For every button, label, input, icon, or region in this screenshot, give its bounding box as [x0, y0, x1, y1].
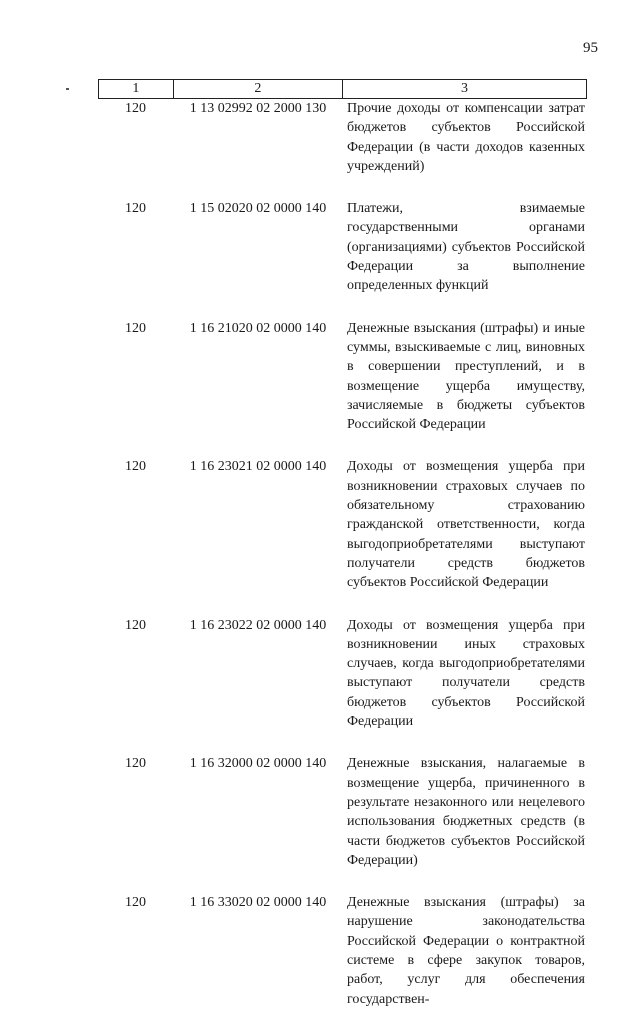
table-header-row [98, 79, 587, 99]
table-row [98, 99, 587, 176]
header-col-1: 1 [99, 80, 174, 98]
revenue-name-cell: Денежные взыскания, налагаемые в возмещение ущерба, причиненного в результате незаконного или нецелевого использования бюджетных средств (в части бюджетов субъектов Российской Федерации) [347, 756, 585, 868]
revenue-codes-table [98, 79, 587, 1009]
budget-classification-code-cell: 1 13 02992 02 2000 130 [189, 101, 327, 116]
table-row [98, 457, 587, 592]
budget-classification-code-cell: 1 16 33020 02 0000 140 [189, 895, 327, 911]
table-row [98, 754, 587, 870]
table-row [98, 616, 587, 732]
admin-code-cell: 120 [125, 617, 146, 633]
table-row [98, 319, 587, 435]
budget-classification-code-cell: 1 16 23022 02 0000 140 [189, 617, 327, 633]
budget-classification-code-cell: 1 16 23021 02 0000 140 [189, 459, 327, 475]
revenue-name-cell: Денежные взыскания (штрафы) и иные суммы, взыскиваемые с лиц, виновных в совершении преступлений, и в возмещение ущерба имуществу, зачисляемые в бюджеты субъектов Российской Федерации [347, 320, 585, 433]
revenue-name-cell: Доходы от возмещения ущерба при возникновении страховых случаев по обязательному страхованию гражданской ответственности, когда выгодоприобретателями выступают получатели средств бюджетов субъектов Российской Федерации [347, 459, 585, 591]
admin-code-cell: 120 [125, 320, 146, 336]
page-number: 95 [583, 40, 598, 56]
budget-classification-code-cell: 1 16 32000 02 0000 140 [189, 756, 327, 772]
revenue-name-cell: Прочие доходы от компенсации затрат бюджетов субъектов Российской Федерации (в части доходов казенных учреждений) [347, 101, 585, 174]
table-row [98, 199, 587, 295]
revenue-name-cell: Платежи, взимаемые государственными органами (организациями) субъектов Российской Федерации за выполнение определенных функций [347, 201, 585, 294]
revenue-name-cell: Доходы от возмещения ущерба при возникновении иных страховых случаев, когда выгодоприобретателями выступают получатели средств бюджетов субъектов Российской Федерации [347, 617, 585, 730]
revenue-name-cell: Денежные взыскания (штрафы) за нарушение законодательства Российской Федерации о контрактной системе в сфере закупок товаров, работ, услуг для обеспечения государствен- [347, 895, 585, 1007]
admin-code-cell: 120 [125, 895, 146, 911]
budget-classification-code-cell: 1 15 02020 02 0000 140 [189, 201, 327, 217]
scan-speck [66, 88, 69, 90]
header-col-3: 3 [461, 81, 469, 96]
table-row [98, 893, 587, 1009]
header-col-2: 2 [174, 80, 343, 98]
admin-code-cell: 120 [125, 756, 146, 772]
admin-code-cell: 120 [125, 459, 146, 475]
admin-code-cell: 120 [125, 201, 146, 217]
table-body [98, 99, 587, 1009]
budget-classification-code-cell: 1 16 21020 02 0000 140 [189, 320, 327, 336]
admin-code-cell: 120 [125, 101, 146, 116]
